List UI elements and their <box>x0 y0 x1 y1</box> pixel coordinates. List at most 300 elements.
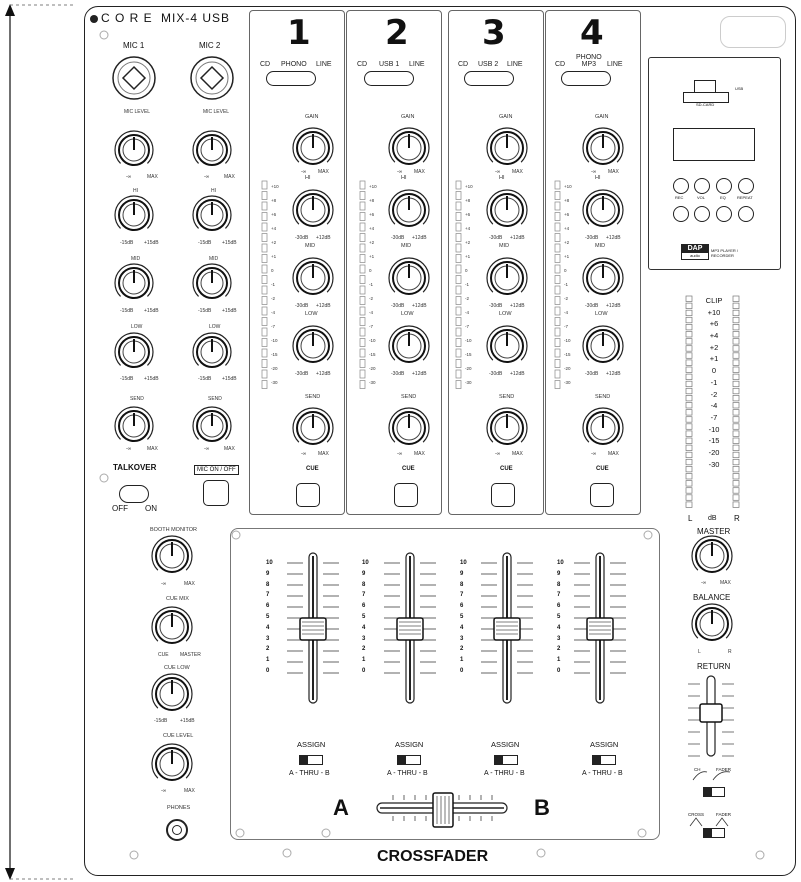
channel-3-level-meter <box>456 181 461 389</box>
ch4-send-label: SEND <box>595 394 611 400</box>
ch1-send-label: SEND <box>305 394 321 400</box>
ch1-send-knob[interactable] <box>293 408 333 444</box>
mic1-hi-max: +15dB <box>144 240 159 246</box>
channel-meter-tick: -4 <box>369 310 374 315</box>
master-meter-r: R <box>734 514 740 523</box>
ch3-send-range: MAX <box>512 451 523 457</box>
panel-screw-icon <box>232 531 240 539</box>
master-meter-left-leds <box>686 296 692 507</box>
ch1-hi-knob[interactable] <box>293 190 333 226</box>
mic1-level-max: MAX <box>147 174 158 180</box>
panel-screw-icon <box>100 474 108 482</box>
ch4-low-label: LOW <box>595 311 608 317</box>
channel-meter-tick: -2 <box>465 296 470 301</box>
assign-label-3: ASSIGN <box>491 740 520 749</box>
dap-logo <box>681 244 709 260</box>
ch4-send-range: MAX <box>608 451 619 457</box>
player-display <box>673 128 755 161</box>
channel-meter-tick: -2 <box>564 296 569 301</box>
ch2-send-knob[interactable] <box>389 408 429 444</box>
channel-meter-tick: +4 <box>465 226 471 231</box>
ch2-eq-range-label: +12dB <box>412 371 427 377</box>
dap-logo-text: DAP <box>682 245 708 253</box>
curve-ch-label: CH <box>694 767 701 772</box>
crossfader-curve-switch[interactable] <box>703 828 725 838</box>
channel-meter-tick: -2 <box>369 296 374 301</box>
ch2-eq-range-label: -30dB <box>391 235 405 241</box>
channel-meter-tick: +8 <box>369 198 375 203</box>
ch3-low-knob[interactable] <box>487 326 527 362</box>
ch4-hi-label: HI <box>595 175 601 181</box>
mic1-mid-min: -15dB <box>120 308 134 314</box>
ch4-eq-range-label: +12dB <box>606 303 621 309</box>
source-line-2: LINE <box>409 61 425 68</box>
channel-meter-tick: -4 <box>465 310 470 315</box>
phones-jack[interactable] <box>166 819 188 841</box>
mic2-level-label: MIC LEVEL <box>202 109 230 115</box>
ch2-low-knob[interactable] <box>389 326 429 362</box>
phones-label: PHONES <box>167 805 191 811</box>
cue-mix-knob[interactable] <box>152 607 192 643</box>
channel-meter-tick: -30 <box>564 380 571 385</box>
mic1-low-knob[interactable] <box>115 333 153 367</box>
cue-mix-max: MASTER <box>180 652 201 658</box>
ch2-low-label: LOW <box>401 311 414 317</box>
channel-4-level-meter <box>555 181 560 389</box>
cue-low-max: +15dB <box>180 718 195 724</box>
player-repeat-label: REPEAT <box>737 195 753 200</box>
channel-1-fader[interactable] <box>287 553 339 703</box>
mic1-low-min: -15dB <box>120 376 134 382</box>
channel-meter-tick: -7 <box>369 324 374 329</box>
ch4-eq-range-label: +12dB <box>606 371 621 377</box>
channel-number-2: 2 <box>385 13 409 53</box>
talkover-switch[interactable] <box>119 485 149 503</box>
ch1-gain-label: GAIN <box>305 114 319 120</box>
ch1-mid-knob[interactable] <box>293 258 333 294</box>
channel-meter-tick: +8 <box>564 198 570 203</box>
ch3-send-label: SEND <box>499 394 515 400</box>
assign-label-2: ASSIGN <box>395 740 424 749</box>
master-meter-scale: CLIP +10 +6 +4 +2 +1 0 -1 -2 -4 -7 -10 -15 -20 -30 <box>705 296 723 469</box>
ch4-gain-knob[interactable] <box>583 128 623 164</box>
mic1-hi-min: -15dB <box>120 240 134 246</box>
ch3-hi-label: HI <box>499 175 505 181</box>
curve-fader-label: FADER <box>716 767 732 772</box>
channel-meter-tick: +4 <box>369 226 375 231</box>
source-mid-1: PHONO <box>281 61 307 68</box>
cue-level-knob[interactable] <box>152 744 192 780</box>
channel-meter-tick: -30 <box>369 380 376 385</box>
player-repeat-button[interactable] <box>738 178 754 194</box>
mic2-hi-max: +15dB <box>222 240 237 246</box>
mic2-label: MIC 2 <box>199 41 221 50</box>
ch4-send-knob[interactable] <box>583 408 623 444</box>
channel-meter-tick: +1 <box>369 254 375 259</box>
mic1-mid-max: +15dB <box>144 308 159 314</box>
master-meter-right-leds <box>733 296 739 507</box>
channel-1-level-meter <box>262 181 267 389</box>
channel-meter-tick: +10 <box>369 184 377 189</box>
panel-screw-icon <box>756 851 764 859</box>
ch3-gain-max: MAX <box>512 169 523 175</box>
channel-meter-tick: 0 <box>369 268 372 273</box>
crossfader-a-label: A <box>333 795 349 820</box>
assign-switch-4[interactable] <box>592 755 616 765</box>
usb-port[interactable] <box>694 80 716 93</box>
mic2-mid-label: MID <box>209 256 219 262</box>
master-max: MAX <box>720 580 731 586</box>
channel-meter-tick: +6 <box>465 212 471 217</box>
panel-screw-icon <box>130 851 138 859</box>
channel-meter-tick: -15 <box>369 352 376 357</box>
mic1-level-knob[interactable] <box>115 131 153 165</box>
balance-label: BALANCE <box>693 593 731 602</box>
player-next-button[interactable] <box>694 206 710 222</box>
player-eq-button[interactable] <box>716 178 732 194</box>
ch3-gain-label: GAIN <box>499 114 513 120</box>
ch3-eq-range-label: -30dB <box>489 371 503 377</box>
channel-meter-tick: -7 <box>271 324 276 329</box>
source-cd-3: CD <box>458 61 469 68</box>
player-rec-button[interactable] <box>673 178 689 194</box>
ch4-gain-label: GAIN <box>595 114 609 120</box>
balance-l: L <box>698 649 701 655</box>
mic1-level-min: -∞ <box>126 174 132 180</box>
channel-2-fader[interactable] <box>384 553 436 703</box>
channel-meter-tick: +2 <box>564 240 570 245</box>
mic2-low-min: -15dB <box>198 376 212 382</box>
mic1-send-knob[interactable] <box>115 407 153 441</box>
usb-port-label: USB <box>735 86 744 91</box>
curve-icons <box>690 772 730 826</box>
ch4-mid-knob[interactable] <box>583 258 623 294</box>
ch4-eq-range-label: -30dB <box>585 371 599 377</box>
mic2-mid-knob[interactable] <box>193 264 231 298</box>
cue-low-min: -15dB <box>154 718 168 724</box>
mic2-hi-knob[interactable] <box>193 196 231 230</box>
ch2-gain-max: MAX <box>414 169 425 175</box>
booth-monitor-label: BOOTH MONITOR <box>150 527 197 533</box>
ch3-mid-knob[interactable] <box>487 258 527 294</box>
player-prev-button[interactable] <box>673 206 689 222</box>
mic1-mid-label: MID <box>131 256 141 262</box>
master-min: -∞ <box>701 580 707 586</box>
ch1-hi-label: HI <box>305 175 311 181</box>
ch4-low-knob[interactable] <box>583 326 623 362</box>
cue-low-knob[interactable] <box>152 674 192 710</box>
ch4-mid-label: MID <box>595 243 606 249</box>
ch1-eq-range-label: -30dB <box>295 303 309 309</box>
mic2-mid-max: +15dB <box>222 308 237 314</box>
ch3-eq-range-label: +12dB <box>510 235 525 241</box>
mic-on-off-button[interactable] <box>203 480 229 506</box>
ch3-gain-knob[interactable] <box>487 128 527 164</box>
source-cd-2: CD <box>357 61 368 68</box>
channel-meter-tick: -1 <box>271 282 276 287</box>
cross-curve-label-b: FADER <box>716 812 732 817</box>
channel-meter-tick: -7 <box>564 324 569 329</box>
mic2-hi-label: HI <box>211 188 216 194</box>
ch1-eq-range-label: +12dB <box>316 371 331 377</box>
ch4-eq-range-label: -30dB <box>585 303 599 309</box>
source-switch-2[interactable] <box>364 71 414 86</box>
ch2-send-label: SEND <box>401 394 417 400</box>
panel-screw-icon <box>644 531 652 539</box>
channel-meter-tick: -1 <box>465 282 470 287</box>
channel-meter-tick: +10 <box>271 184 279 189</box>
mic2-mid-min: -15dB <box>198 308 212 314</box>
cue-label-4: CUE <box>596 466 609 472</box>
source-line-4: LINE <box>607 61 623 68</box>
source-switch-3[interactable] <box>464 71 514 86</box>
mic1-hi-knob[interactable] <box>115 196 153 230</box>
assign-values-3: A - THRU - B <box>484 770 525 777</box>
ch1-low-knob[interactable] <box>293 326 333 362</box>
channel-meter-tick: -4 <box>271 310 276 315</box>
channel-meter-tick: -15 <box>465 352 472 357</box>
mic2-level-knob[interactable] <box>193 131 231 165</box>
cue-button-3[interactable] <box>491 483 515 507</box>
channel-meter-tick: +6 <box>271 212 277 217</box>
mic1-label: MIC 1 <box>123 41 145 50</box>
ch4-eq-range-label: +12dB <box>606 235 621 241</box>
source-mid-4: PHONO MP3 <box>576 54 602 68</box>
cue-mix-label: CUE MIX <box>166 596 189 602</box>
source-mid-2: USB 1 <box>379 61 400 68</box>
source-switch-1[interactable] <box>266 71 316 86</box>
assign-switch-1[interactable] <box>299 755 323 765</box>
channel-meter-tick: +2 <box>465 240 471 245</box>
channel-meter-tick: -20 <box>369 366 376 371</box>
channel-meter-tick: 0 <box>465 268 468 273</box>
ch4-send-range: -∞ <box>591 451 597 457</box>
channel-meter-tick: -15 <box>564 352 571 357</box>
mic2-hi-min: -15dB <box>198 240 212 246</box>
mic1-low-label: LOW <box>131 324 143 330</box>
mic1-send-label: SEND <box>130 396 144 402</box>
mic1-send-min: -∞ <box>126 446 132 452</box>
master-knob[interactable] <box>692 536 732 572</box>
panel-screw-icon <box>537 849 545 857</box>
ch3-eq-range-label: -30dB <box>489 235 503 241</box>
cue-button-1[interactable] <box>296 483 320 507</box>
assign-label-4: ASSIGN <box>590 740 619 749</box>
channel-meter-tick: -10 <box>465 338 472 343</box>
cue-mix-min: CUE <box>158 652 169 658</box>
channel-4-fader[interactable] <box>574 553 626 703</box>
ch1-low-label: LOW <box>305 311 318 317</box>
balance-r: R <box>728 649 732 655</box>
fader-scale-3: 10 9 8 7 6 5 4 3 2 1 0 <box>460 560 467 674</box>
source-line-3: LINE <box>507 61 523 68</box>
source-line-1: LINE <box>316 61 332 68</box>
channel-number-1: 1 <box>287 13 311 53</box>
ch1-gain-knob[interactable] <box>293 128 333 164</box>
ch1-eq-range-label: +12dB <box>316 303 331 309</box>
mic1-level-label: MIC LEVEL <box>123 109 151 115</box>
ch3-send-range: -∞ <box>495 451 501 457</box>
crossfader-slider[interactable] <box>377 793 507 827</box>
talkover-off: OFF <box>112 504 128 513</box>
ch3-mid-label: MID <box>499 243 510 249</box>
ch3-send-knob[interactable] <box>487 408 527 444</box>
channel-meter-tick: -30 <box>271 380 278 385</box>
source-cd-1: CD <box>260 61 271 68</box>
player-eq-label: EQ <box>720 195 726 200</box>
crossfader-label: CROSSFADER <box>377 848 489 865</box>
player-rec-label: REC <box>675 195 684 200</box>
channel-meter-tick: 0 <box>564 268 567 273</box>
talkover-label: TALKOVER <box>113 463 157 472</box>
channel-2-level-meter <box>360 181 365 389</box>
source-switch-4[interactable] <box>561 71 611 86</box>
mic-on-off-label: MIC ON / OFF <box>194 465 239 475</box>
ch3-hi-knob[interactable] <box>487 190 527 226</box>
channel-meter-tick: +10 <box>564 184 572 189</box>
balance-knob[interactable] <box>692 604 732 640</box>
cue-label-1: CUE <box>306 466 319 472</box>
ch1-eq-range-label: -30dB <box>295 371 309 377</box>
ch4-gain-min: -∞ <box>591 169 597 175</box>
model-name: MIX-4 USB <box>161 11 231 25</box>
channel-meter-tick: -1 <box>564 282 569 287</box>
channel-meter-tick: +4 <box>564 226 570 231</box>
cue-label-2: CUE <box>402 466 415 472</box>
mic1-mid-knob[interactable] <box>115 264 153 298</box>
ch2-send-range: -∞ <box>397 451 403 457</box>
assign-switch-2[interactable] <box>397 755 421 765</box>
mic2-low-label: LOW <box>209 324 221 330</box>
channel-meter-tick: 0 <box>271 268 274 273</box>
panel-screw-icon <box>322 829 330 837</box>
ch3-eq-range-label: +12dB <box>510 303 525 309</box>
cross-curve-label-a: CROSS <box>688 812 705 817</box>
ch4-eq-range-label: -30dB <box>585 235 599 241</box>
ch2-eq-range-label: +12dB <box>412 303 427 309</box>
ch2-eq-range-label: +12dB <box>412 235 427 241</box>
ch2-gain-knob[interactable] <box>389 128 429 164</box>
ch2-gain-min: -∞ <box>397 169 403 175</box>
mic2-level-max: MAX <box>224 174 235 180</box>
channel-meter-tick: +4 <box>271 226 277 231</box>
booth-monitor-knob[interactable] <box>152 536 192 572</box>
channel-meter-tick: -4 <box>564 310 569 315</box>
booth-monitor-min: -∞ <box>161 581 167 587</box>
ch2-hi-label: HI <box>401 175 407 181</box>
master-meter-db: dB <box>708 515 717 522</box>
channel-meter-tick: +1 <box>271 254 277 259</box>
assign-values-1: A - THRU - B <box>289 770 330 777</box>
player-vol-label: VOL <box>697 195 706 200</box>
ch4-hi-knob[interactable] <box>583 190 623 226</box>
ch1-eq-range-label: -30dB <box>295 235 309 241</box>
channel-meter-tick: -2 <box>271 296 276 301</box>
player-caption: MP3 PLAYER / RECORDER <box>711 248 739 258</box>
booth-monitor-max: MAX <box>184 581 195 587</box>
master-meter-l: L <box>688 514 693 523</box>
ch2-mid-knob[interactable] <box>389 258 429 294</box>
panel-screw-icon <box>100 31 108 39</box>
ch4-gain-max: MAX <box>608 169 619 175</box>
channel-meter-tick: +8 <box>465 198 471 203</box>
ch1-gain-min: -∞ <box>301 169 307 175</box>
mic1-low-max: +15dB <box>144 376 159 382</box>
ch-fader-curve-switch[interactable] <box>703 787 725 797</box>
assign-switch-3[interactable] <box>494 755 518 765</box>
fader-scale-1: 10 9 8 7 6 5 4 3 2 1 0 <box>266 560 273 674</box>
channel-meter-tick: +1 <box>564 254 570 259</box>
channel-meter-tick: -10 <box>564 338 571 343</box>
panel-screw-icon <box>236 829 244 837</box>
fader-scale-2: 10 9 8 7 6 5 4 3 2 1 0 <box>362 560 369 674</box>
source-cd-4: CD <box>555 61 566 68</box>
ch1-send-range: -∞ <box>301 451 307 457</box>
channel-meter-tick: -15 <box>271 352 278 357</box>
mic1-xlr-input[interactable] <box>113 57 155 99</box>
ch2-send-range: MAX <box>414 451 425 457</box>
return-label: RETURN <box>697 662 731 671</box>
master-label: MASTER <box>697 527 731 536</box>
dap-logo-sub: audio <box>690 253 700 258</box>
brand-name: C O R E <box>101 11 153 25</box>
ch1-gain-max: MAX <box>318 169 329 175</box>
cue-low-label: CUE LOW <box>164 665 190 671</box>
channel-meter-tick: +2 <box>271 240 277 245</box>
cue-button-4[interactable] <box>590 483 614 507</box>
ch2-mid-label: MID <box>401 243 412 249</box>
cue-level-label: CUE LEVEL <box>163 733 194 739</box>
assign-values-2: A - THRU - B <box>387 770 428 777</box>
cue-level-min: -∞ <box>161 788 167 794</box>
ch3-eq-range-label: -30dB <box>489 303 503 309</box>
mic2-send-label: SEND <box>208 396 222 402</box>
channel-number-4: 4 <box>580 13 604 53</box>
channel-meter-tick: -20 <box>564 366 571 371</box>
channel-3-fader[interactable] <box>481 553 533 703</box>
mic2-xlr-input[interactable] <box>191 57 233 99</box>
channel-meter-tick: -1 <box>369 282 374 287</box>
mic2-level-min: -∞ <box>204 174 210 180</box>
mic2-send-max: MAX <box>224 446 235 452</box>
ch3-gain-min: -∞ <box>495 169 501 175</box>
channel-number-3: 3 <box>482 13 506 53</box>
mic1-send-max: MAX <box>147 446 158 452</box>
channel-meter-tick: +2 <box>369 240 375 245</box>
cue-button-2[interactable] <box>394 483 418 507</box>
channel-meter-tick: -10 <box>369 338 376 343</box>
player-stop-button[interactable] <box>738 206 754 222</box>
assign-label-1: ASSIGN <box>297 740 326 749</box>
ch2-eq-range-label: -30dB <box>391 371 405 377</box>
channel-meter-tick: -20 <box>271 366 278 371</box>
ch2-hi-knob[interactable] <box>389 190 429 226</box>
cue-level-max: MAX <box>184 788 195 794</box>
sd-card-label: SD-CARD <box>696 102 715 107</box>
mic2-low-knob[interactable] <box>193 333 231 367</box>
channel-meter-tick: +8 <box>271 198 277 203</box>
ch2-eq-range-label: -30dB <box>391 303 405 309</box>
channel-meter-tick: -10 <box>271 338 278 343</box>
player-vol-button[interactable] <box>694 178 710 194</box>
source-mid-3: USB 2 <box>478 61 499 68</box>
player-play-pause-button[interactable] <box>716 206 732 222</box>
ch2-gain-label: GAIN <box>401 114 415 120</box>
mic2-send-knob[interactable] <box>193 407 231 441</box>
channel-meter-tick: +10 <box>465 184 473 189</box>
panel-screw-icon <box>638 829 646 837</box>
return-fader[interactable] <box>688 676 734 756</box>
